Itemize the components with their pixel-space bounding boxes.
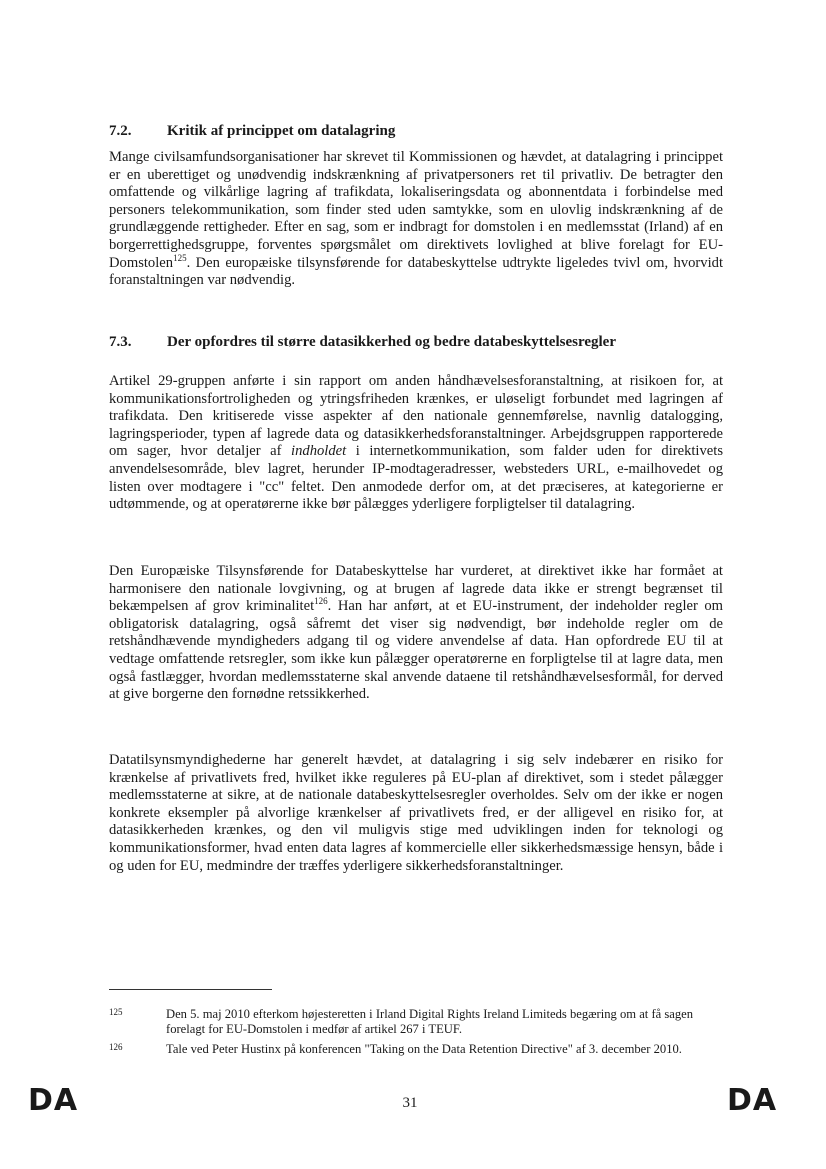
section-number: 7.3. [109,334,132,350]
paragraph-text: Datatilsynsmyndighederne har generelt hævdet, at datalagring i sig selv indebærer en risiko for krænkelse af privatlivets fred, hvilket ikke reguleres på EU-plan af direktivet, som i stedet pålægger medlemsstaterne at sikre, at de nationale databeskyttelsesregler overholdes. Selv om der ikke er nogen konkrete eksempler på alvorlige krænkelser af privatlivets fred, er der alligevel en risiko for, at datasikkerheden krænkes, og den vil muligvis stige med udviklingen inden for teknologi og kommunikationsformer, hvad enten data lagres af kommercielle eller sikkerhedsmæssige hensyn, både i og uden for EU, medmindre der træffes yderligere sikkerhedsforanstaltninger. [109,752,723,874]
language-code-right: DA [727,1083,778,1118]
footnote-number: 126 [109,1042,123,1052]
emphasis-text: indholdet [291,443,347,460]
paragraph-text: Artikel 29-gruppen anførte i sin rapport om anden håndhævelsesforanstaltning, at risikoen for, at kommunikationsfortroligheden og ytringsfriheden krænkes, er uløseligt forbundet med lagringen af trafikdata. Den kritiserede visse aspekter af den nationale gennemførelse, navnlig datalogging, lagringsperioder, typen af lagrede data og datasikkerhedsforanstaltninger. Arbejdsgruppen rapporterede om sager, hvor detaljer af [109,373,723,460]
language-code-left: DA [28,1083,79,1118]
paragraph-text: . Den europæiske tilsynsførende for databeskyttelse udtrykte ligeledes tvivl om, hvorvidt foranstaltningen var nødvendig. [109,254,723,289]
paragraph-7-3-c [109,752,723,875]
footnote-separator [109,989,272,990]
section-title: Der opfordres til større datasikkerhed og bedre databeskyttelsesregler [167,334,616,350]
paragraph-7-3-a [109,373,723,514]
paragraph-text: . Han har anført, at et EU-instrument, der indeholder regler om obligatorisk datalagring, også såfremt det viser sig nødvendigt, bør indeholde regler om de retshåndhævende myndigheders adgang til og videre anvendelse af data. Han opfordrede EU til at vedtage omfattende retsregler, som ikke kun pålægger operatørerne en forpligtelse til at lagre data, men også fastlægger, hvordan medlemsstaterne skal anvende dataene til retshåndhævelsesformål, for derved at give borgerne den fornødne retssikkerhed. [109,598,724,703]
paragraph-7-3-b [109,563,723,704]
section-number: 7.2. [109,123,132,139]
paragraph-text: i internetkommunikation, som falder uden for direktivets anvendelsesområde, blev lagret, herunder IP-modtageradresser, websteders URL, e-mailhovedet og listen over modtagere i "cc" feltet. Den anmodede derfor om, at det præciseres, at kategorierne er udtømmende, og at operatørerne ikke bør pålægges yderligere forpligtelser til datalagring. [109,443,723,513]
footnote-ref-126[interactable]: 126 [314,596,328,607]
section-heading-7-2 [109,122,729,140]
section-title: Kritik af princippet om datalagring [167,123,396,139]
footnote-text: Tale ved Peter Hustinx på konferencen "Taking on the Data Retention Directive" af 3. december 2010. [166,1042,682,1056]
footnote-text: Den 5. maj 2010 efterkom højesteretten i Irland Digital Rights Ireland Limiteds begæring om at få sagen forelagt for EU-Domstolen i medfør af artikel 267 i TEUF. [166,1007,694,1036]
footnote-ref-125[interactable]: 125 [173,252,187,263]
paragraph-7-2 [109,149,723,290]
paragraph-text: Mange civilsamfundsorganisationer har skrevet til Kommissionen og hævdet, at datalagring i princippet er en uberettiget og unødvendig indskrænkning af privatpersoners ret til privatliv. De betragter den omfattende og vilkårlige lagring af trafikdata, lokaliseringsdata og abonnentdata i forbindelse med personers telekommunikation, som finder sted uden samtykke, som en ulovlig indskrænkning af de grundlæggende rettigheder. Efter en sag, som er indbragt for domstolen i en medlemsstat (Irland) af en borgerrettighedsgruppe, forventes spørgsmålet om direktivets lovlighed at blive forelagt for EU-Domstolen [109,149,723,271]
paragraph-text: Den Europæiske Tilsynsførende for Databeskyttelse har vurderet, at direktivet ikke har formået at harmonisere den nationale lovgivning, og at brugen af lagrede data ikke er strengt begrænset til bekæmpelsen af grov kriminalitet [109,563,723,615]
page-number: 31 [402,1095,418,1111]
footnote-number: 125 [109,1007,123,1017]
section-heading-7-3 [109,333,729,351]
